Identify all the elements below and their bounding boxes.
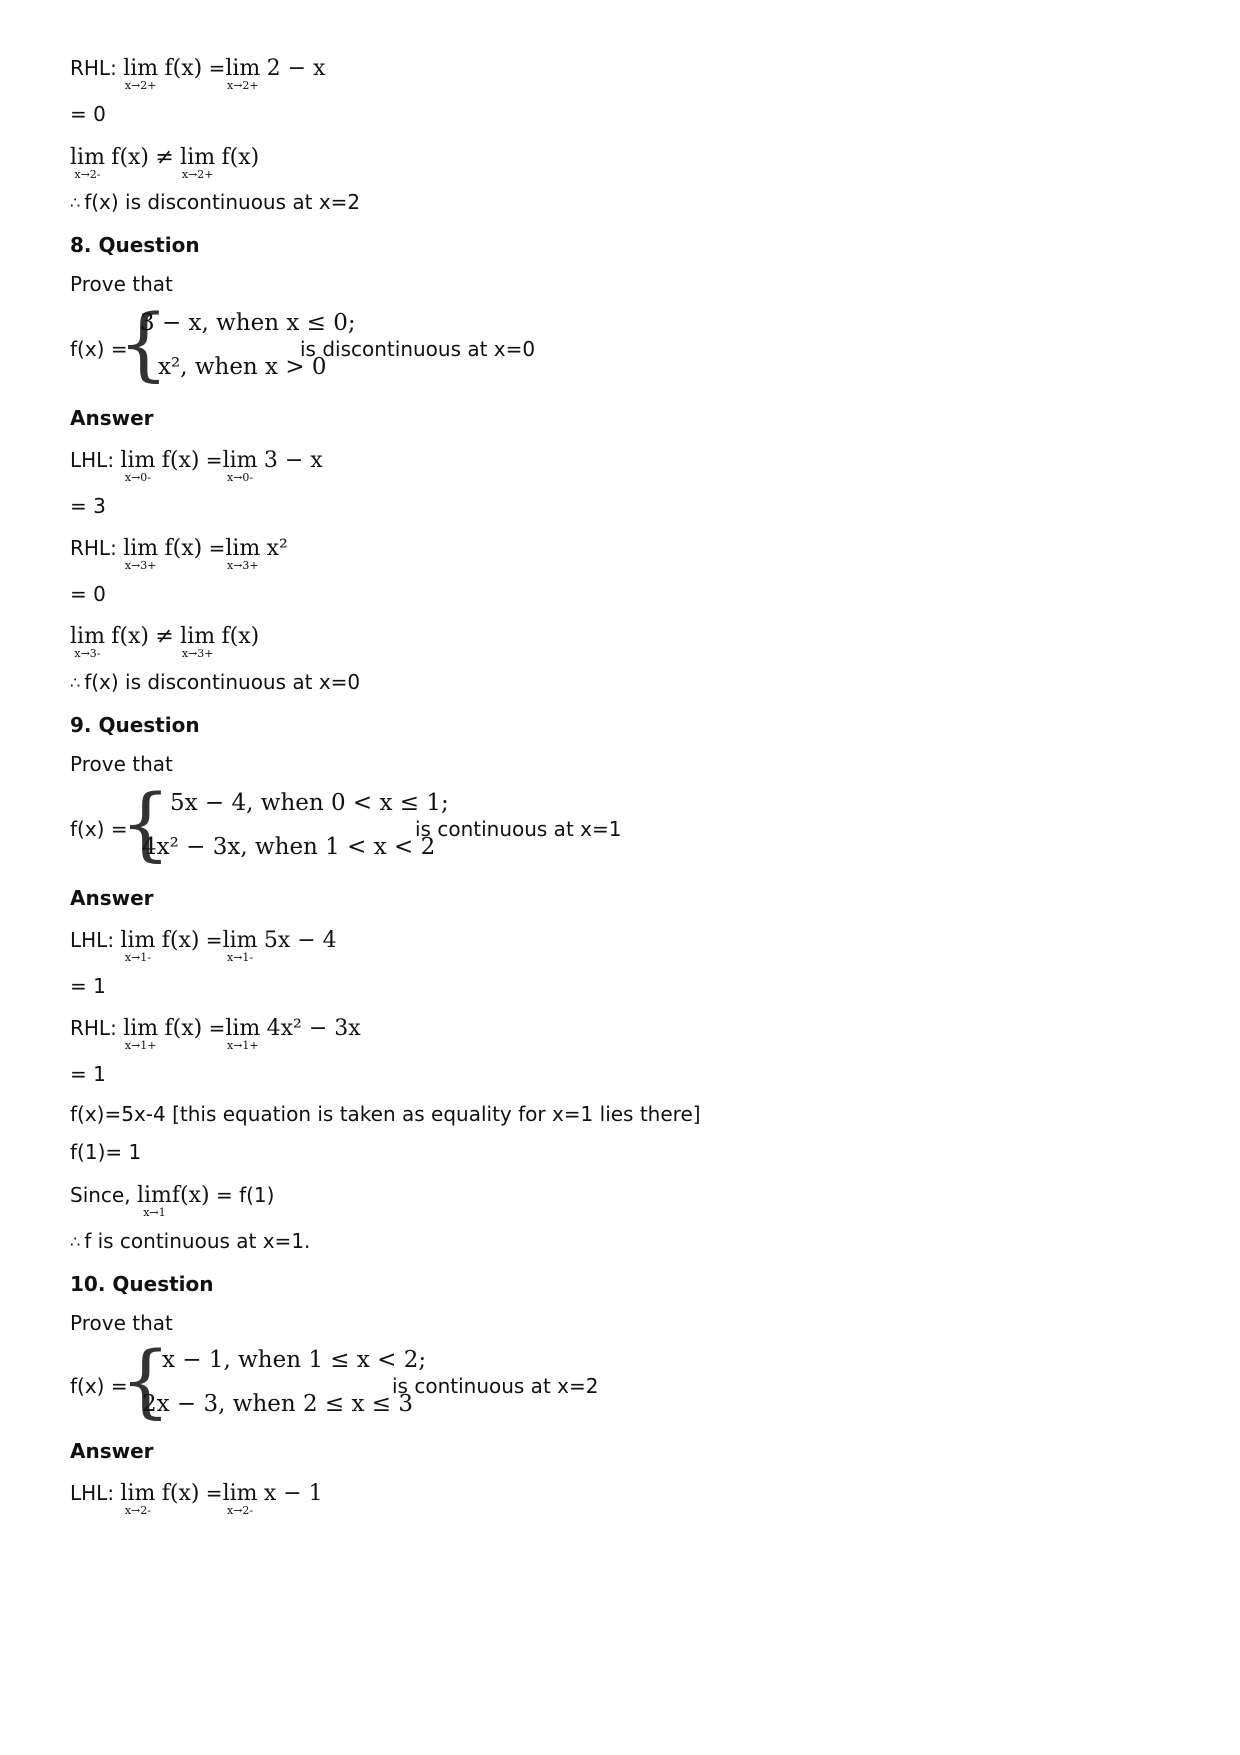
answer-heading: Answer xyxy=(70,406,154,430)
rhl-value: = 0 xyxy=(70,102,106,126)
rhl-line: RHL: lim x→3+ f(x) =lim x→3+ x² xyxy=(70,536,288,572)
brace-symbol: { xyxy=(120,1334,171,1427)
question-heading: 10. Question xyxy=(70,1272,214,1296)
prove-text: Prove that xyxy=(70,752,173,776)
limit-inequality: lim x→3- f(x) ≠ lim x→3+ f(x) xyxy=(70,624,260,660)
limit-inequality: lim x→2- f(x) ≠ lim x→2+ f(x) xyxy=(70,145,260,181)
limit-expression: lim x→2+ xyxy=(225,56,261,92)
rhl-value: = 1 xyxy=(70,1062,106,1086)
lhl-line: LHL: lim x→1- f(x) =lim x→1- 5x − 4 xyxy=(70,928,337,964)
limit-expression: lim x→2+ xyxy=(123,56,159,92)
value-text: f(1)= 1 xyxy=(70,1140,142,1164)
lhl-line: LHL: lim x→0- f(x) =lim x→0- 3 − x xyxy=(70,448,323,484)
piecewise-function: f(x) = { x − 1, when 1 ≤ x < 2; 2x − 3, when 2 ≤ x ≤ 3 is continuous at x=2 xyxy=(70,1334,599,1427)
answer-heading: Answer xyxy=(70,1439,154,1463)
prove-text: Prove that xyxy=(70,272,173,296)
lhl-line: LHL: lim x→2- f(x) =lim x→2- x − 1 xyxy=(70,1481,323,1517)
lhl-value: = 3 xyxy=(70,494,106,518)
question-heading: 9. Question xyxy=(70,713,200,737)
rhl-label: RHL: xyxy=(70,56,117,80)
conclusion-text: ∴ f is continuous at x=1. xyxy=(70,1229,311,1253)
rhl-line: RHL: lim x→2+ f(x) =lim x→2+ 2 − x xyxy=(70,56,326,92)
brace-symbol: { xyxy=(118,297,169,390)
piecewise-function: f(x) = { 3 − x, when x ≤ 0; x², when x > 0 is discontinuous at x=0 xyxy=(70,297,536,390)
note-text: f(x)=5x-4 [this equation is taken as equality for x=1 lies there] xyxy=(70,1102,701,1126)
rhl-value: = 0 xyxy=(70,582,106,606)
since-line: Since, lim x→1 f(x) = f(1) xyxy=(70,1183,275,1219)
prove-text: Prove that xyxy=(70,1311,173,1335)
conclusion-text: ∴ f(x) is discontinuous at x=0 xyxy=(70,670,361,694)
answer-heading: Answer xyxy=(70,886,154,910)
rhl-line: RHL: lim x→1+ f(x) =lim x→1+ 4x² − 3x xyxy=(70,1016,361,1052)
question-heading: 8. Question xyxy=(70,233,200,257)
piecewise-function: f(x) = { 5x − 4, when 0 < x ≤ 1; 4x² − 3x, when 1 < x < 2 is continuous at x=1 xyxy=(70,777,622,870)
conclusion-text: ∴ f(x) is discontinuous at x=2 xyxy=(70,190,361,214)
brace-symbol: { xyxy=(120,777,171,870)
lhl-value: = 1 xyxy=(70,974,106,998)
